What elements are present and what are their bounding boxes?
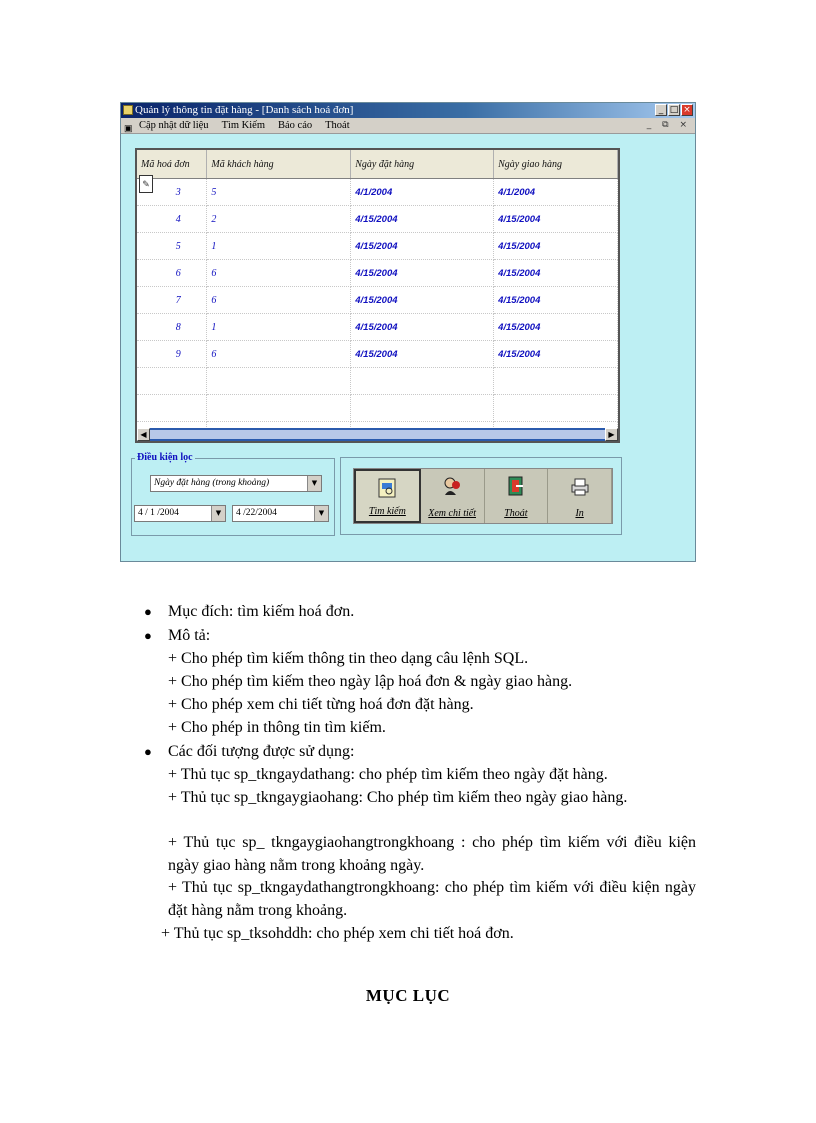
cell-customer-id: 6 xyxy=(207,287,351,314)
cell-delivery-date: 4/15/2004 xyxy=(494,260,618,287)
scroll-track[interactable] xyxy=(150,430,605,439)
table-row[interactable] xyxy=(137,206,618,233)
menu-search[interactable]: Tìm Kiếm xyxy=(221,120,266,131)
col-header-order-date[interactable]: Ngày đặt hàng xyxy=(351,150,494,179)
cell-delivery-date: 4/1/2004 xyxy=(494,179,618,206)
close-button[interactable]: × xyxy=(681,104,693,116)
object-item: + Thủ tục sp_ tkngaygiaohangtrongkhoang : cho phép tìm kiếm với điều kiện ngày giao hàng nằm trong khoảng ngày. xyxy=(168,834,696,874)
table-row-empty[interactable] xyxy=(137,368,618,395)
table-row[interactable] xyxy=(137,179,618,206)
cell-delivery-date: 4/15/2004 xyxy=(494,341,618,368)
filter-legend: Điều kiện lọc xyxy=(137,452,193,463)
current-row-pencil-icon: ✎ xyxy=(139,175,153,193)
cell-customer-id: 6 xyxy=(207,341,351,368)
minimize-button[interactable]: _ xyxy=(655,104,667,116)
cell-delivery-date: 4/15/2004 xyxy=(494,287,618,314)
user-detail-icon xyxy=(442,475,462,497)
cell-customer-id: 6 xyxy=(207,260,351,287)
cell-customer-id: 5 xyxy=(207,179,351,206)
cell-delivery-date: 4/15/2004 xyxy=(494,233,618,260)
cell-order-date: 4/15/2004 xyxy=(351,260,494,287)
table-row[interactable] xyxy=(137,233,618,260)
menu-bar xyxy=(121,118,695,134)
cell-order-date: 4/1/2004 xyxy=(351,179,494,206)
cell-customer-id: 1 xyxy=(207,314,351,341)
chevron-down-icon[interactable]: ▼ xyxy=(314,506,328,521)
description-item: + Cho phép in thông tin tìm kiếm. xyxy=(168,719,386,736)
cell-invoice-id: 4 xyxy=(137,206,207,233)
filter-mode-select[interactable] xyxy=(150,475,322,492)
bullet-objects-text: Các đối tượng được sử dụng: xyxy=(168,743,355,760)
menu-update-data[interactable]: Cập nhật dữ liệu xyxy=(139,120,209,131)
view-detail-button-label: Xem chi tiết xyxy=(428,508,476,519)
date-from-picker[interactable] xyxy=(134,505,226,522)
cell-delivery-date: 4/15/2004 xyxy=(494,314,618,341)
cell-invoice-id: 6 xyxy=(137,260,207,287)
object-item: + Thủ tục sp_tkngaygiaohang: Cho phép tìm kiếm theo ngày giao hàng. xyxy=(168,789,628,806)
table-of-contents-heading: MỤC LỤC xyxy=(365,986,451,1005)
view-detail-button[interactable] xyxy=(421,469,485,523)
bullet-description xyxy=(144,625,211,647)
bullet-description-text: Mô tả: xyxy=(168,627,211,644)
cell-order-date: 4/15/2004 xyxy=(351,233,494,260)
col-header-delivery-date[interactable]: Ngày giao hàng xyxy=(494,150,618,179)
description-item: + Cho phép tìm kiếm theo ngày lập hoá đơn & ngày giao hàng. xyxy=(168,673,573,690)
menu-exit[interactable]: Thoát xyxy=(325,120,350,131)
cell-order-date: 4/15/2004 xyxy=(351,206,494,233)
printer-icon xyxy=(570,475,590,497)
cell-invoice-id: 3 xyxy=(137,179,207,206)
cell-invoice-id: 7 xyxy=(137,287,207,314)
cell-customer-id: 1 xyxy=(207,233,351,260)
bullet-purpose-text: Mục đích: tìm kiếm hoá đơn. xyxy=(168,603,355,620)
app-icon xyxy=(123,105,133,115)
menu-report[interactable]: Báo cáo xyxy=(278,120,313,131)
chevron-down-icon[interactable]: ▼ xyxy=(307,476,321,491)
print-button[interactable] xyxy=(548,469,612,523)
cell-invoice-id: 5 xyxy=(137,233,207,260)
table-row[interactable] xyxy=(137,314,618,341)
col-header-invoice-id[interactable]: Mã hoá đơn xyxy=(137,150,207,179)
bullet-dot: ● xyxy=(144,744,152,759)
cell-delivery-date: 4/15/2004 xyxy=(494,206,618,233)
object-item: + Thủ tục sp_tkngaydathang: cho phép tìm kiếm theo ngày đặt hàng. xyxy=(168,766,608,783)
cell-invoice-id: 8 xyxy=(137,314,207,341)
cell-order-date: 4/15/2004 xyxy=(351,287,494,314)
scroll-right-arrow-icon[interactable]: ▶ xyxy=(605,428,618,441)
action-toolbar xyxy=(353,468,613,524)
filter-group xyxy=(131,452,335,536)
horizontal-scrollbar[interactable] xyxy=(137,428,618,441)
scroll-left-arrow-icon[interactable]: ◀ xyxy=(137,428,150,441)
table-row[interactable] xyxy=(137,260,618,287)
invoice-grid[interactable] xyxy=(135,148,620,443)
exit-button[interactable] xyxy=(485,469,549,523)
cell-customer-id: 2 xyxy=(207,206,351,233)
description-item: + Cho phép tìm kiếm thông tin theo dạng câu lệnh SQL. xyxy=(168,650,529,667)
date-to-value: 4 /22/2004 xyxy=(236,508,277,518)
chevron-down-icon[interactable]: ▼ xyxy=(211,506,225,521)
description-item: + Cho phép xem chi tiết từng hoá đơn đặt hàng. xyxy=(168,696,474,713)
date-from-value: 4 / 1 /2004 xyxy=(138,508,179,518)
window-title: Quản lý thông tin đặt hàng - [Danh sách hoá đơn] xyxy=(135,104,354,116)
object-item: + Thủ tục sp_tkngaydathangtrongkhoang: cho phép tìm kiếm với điều kiện ngày đặt hàng nằm trong khoảng. xyxy=(168,879,696,919)
bullet-dot: ● xyxy=(144,628,152,643)
table-row[interactable] xyxy=(137,341,618,368)
table-row-empty[interactable] xyxy=(137,395,618,422)
exit-door-icon xyxy=(506,475,526,497)
search-document-icon xyxy=(377,477,397,499)
cell-invoice-id: 9 xyxy=(137,341,207,368)
action-group xyxy=(340,457,622,535)
title-bar xyxy=(121,103,695,118)
mdi-child-controls[interactable]: _ ⧉ × xyxy=(646,120,691,130)
bullet-objects xyxy=(144,741,355,763)
date-to-picker[interactable] xyxy=(232,505,329,522)
exit-button-label: Thoát xyxy=(504,508,528,519)
col-header-customer-id[interactable]: Mã khách hàng xyxy=(207,150,351,179)
bullet-dot: ● xyxy=(144,604,152,619)
cell-order-date: 4/15/2004 xyxy=(351,314,494,341)
app-window-screenshot xyxy=(120,102,696,562)
object-item: + Thủ tục sp_tksohddh: cho phép xem chi tiết hoá đơn. xyxy=(161,925,514,942)
table-row[interactable] xyxy=(137,287,618,314)
filter-mode-value: Ngày đặt hàng (trong khoảng) xyxy=(154,478,270,488)
search-button[interactable] xyxy=(354,469,421,523)
cell-order-date: 4/15/2004 xyxy=(351,341,494,368)
document-icon: ▣ xyxy=(124,123,133,133)
print-button-label: In xyxy=(575,508,584,519)
maximize-button[interactable]: □ xyxy=(669,105,679,115)
search-button-label: Tìm kiếm xyxy=(368,506,406,517)
bullet-purpose xyxy=(144,601,355,623)
